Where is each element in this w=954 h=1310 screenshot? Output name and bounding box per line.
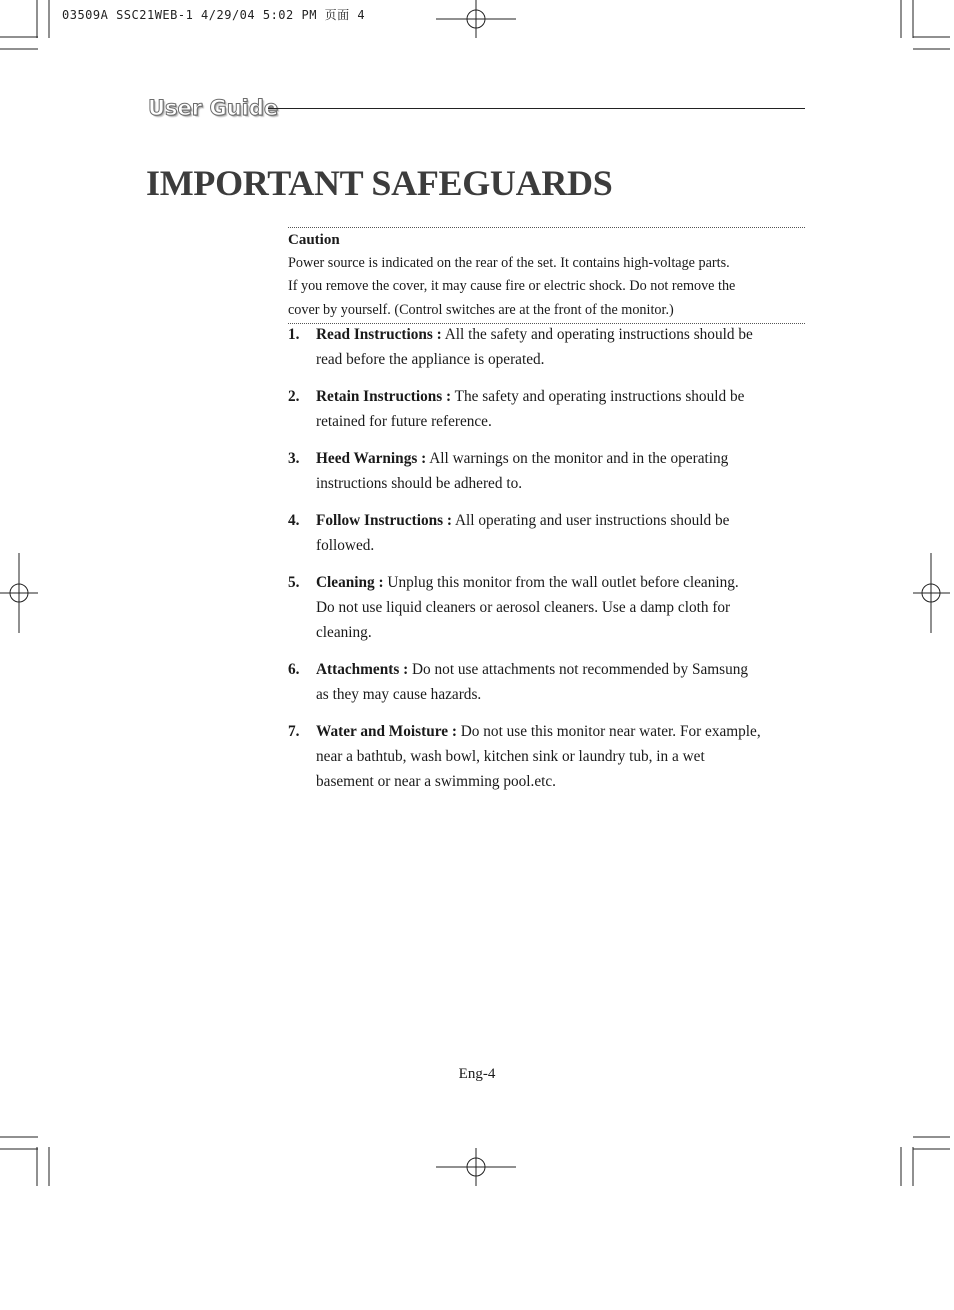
item-line: basement or near a swimming pool.etc. [316,773,557,790]
item-text: All warnings on the monitor and in the operating [426,450,729,467]
caution-line: If you remove the cover, it may cause fire or electric shock. Do not remove the [288,278,736,294]
item-label: Heed Warnings : [316,450,427,467]
caution-line: cover by yourself. (Control switches are at the front of the monitor.) [288,302,674,318]
item-text: The safety and operating instructions should be [451,388,745,405]
item-number: 7. [288,723,300,740]
item-line: cleaning. [316,624,372,641]
item-line: followed. [316,537,375,554]
item-number: 5. [288,574,300,591]
item-label: Retain Instructions : [316,388,452,405]
item-line: near a bathtub, wash bowl, kitchen sink or laundry tub, in a wet [316,748,705,765]
list-item [288,657,808,707]
item-text: Do not use this monitor near water. For example, [456,723,761,740]
item-text: Unplug this monitor from the wall outlet before cleaning. [383,574,739,591]
item-line [316,446,808,471]
item-line: Do not use liquid cleaners or aerosol cleaners. Use a damp cloth for [316,599,731,616]
list-item [288,322,808,372]
item-line: retained for future reference. [316,413,492,430]
item-line [316,570,808,595]
item-line [316,508,808,533]
item-number: 4. [288,512,300,529]
list-item [288,384,808,434]
caution-heading: Caution [288,232,340,248]
item-label: Follow Instructions : [316,512,452,529]
item-number: 2. [288,388,300,405]
item-label: Cleaning : [316,574,384,591]
list-item [288,446,808,496]
user-guide-logo: User Guide [148,96,279,120]
list-item [288,570,808,645]
item-label: Attachments : [316,661,409,678]
item-number: 3. [288,450,300,467]
print-slug-text: 03509A SSC21WEB-1 4/29/04 5:02 PM 页面 4 [62,8,366,22]
safeguards-list [288,322,808,806]
item-line: instructions should be adhered to. [316,475,523,492]
item-number: 6. [288,661,300,678]
item-text: Do not use attachments not recommended by Samsung [408,661,749,678]
caution-line: Power source is indicated on the rear of the set. It contains high-voltage parts. [288,255,730,271]
header-rule [268,108,805,109]
item-text: All the safety and operating instructions should be [441,326,753,343]
item-line [316,322,808,347]
item-line [316,384,808,409]
item-text: All operating and user instructions should be [451,512,730,529]
list-item [288,508,808,558]
item-line: as they may cause hazards. [316,686,482,703]
item-line: read before the appliance is operated. [316,351,545,368]
item-line [316,719,808,744]
item-line [316,657,808,682]
page-title: IMPORTANT SAFEGUARDS [146,163,613,203]
caution-box [288,227,805,324]
item-label: Read Instructions : [316,326,442,343]
list-item [288,719,808,794]
page-number: Eng-4 [458,1066,496,1082]
item-label: Water and Moisture : [316,723,457,740]
item-number: 1. [288,326,300,343]
